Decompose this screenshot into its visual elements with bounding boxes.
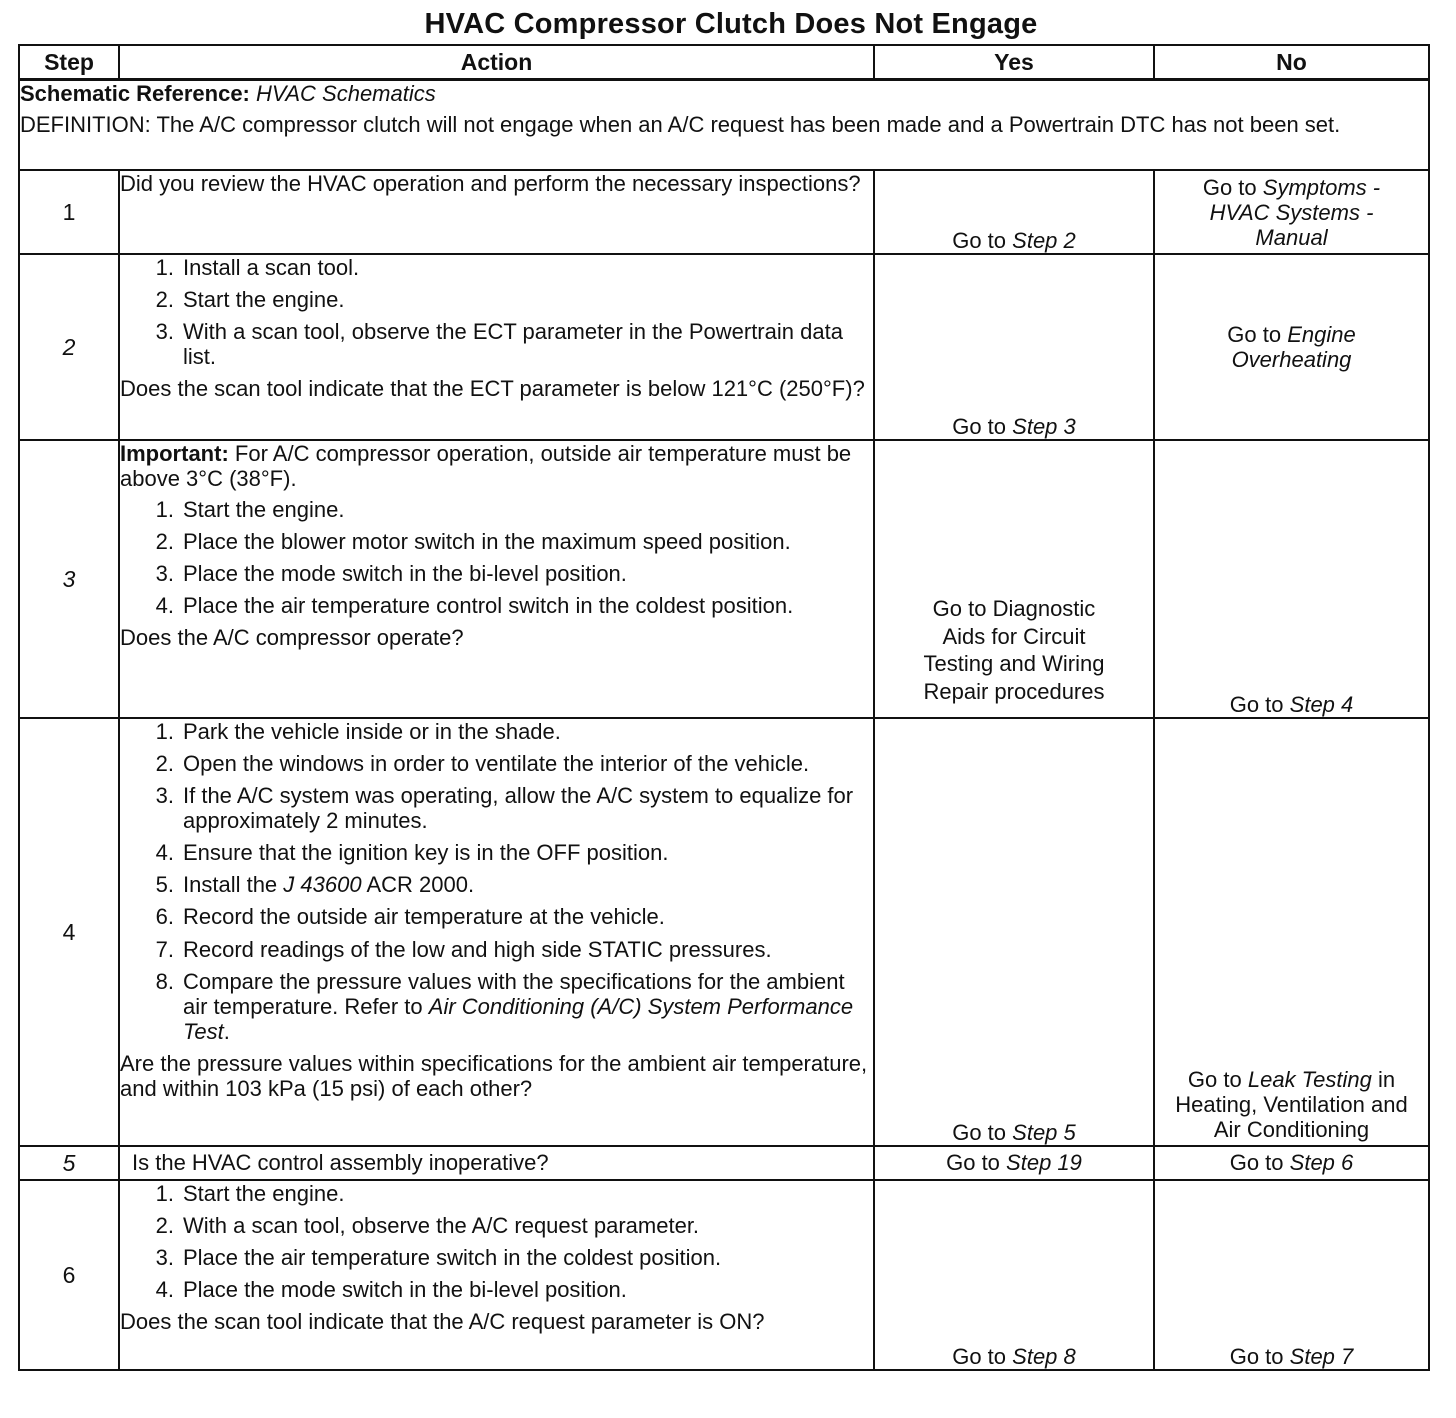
no-link[interactable]: Symptoms - HVAC Systems - Manual [1209, 174, 1381, 250]
list-text: Record readings of the low and high side STATIC pressures. [183, 936, 772, 962]
list-item [120, 561, 873, 586]
action-cell [119, 440, 874, 718]
yes-prefix: Go to [946, 1150, 1000, 1176]
list-item [120, 1213, 873, 1238]
yes-prefix: Go to [952, 1343, 1007, 1369]
no-link[interactable]: Leak Testing [1247, 1066, 1372, 1092]
no-prefix: Go to [1229, 1150, 1284, 1176]
no-suffix: in Heating, Ventilation and Air Conditioning [1175, 1066, 1408, 1142]
table-row [19, 718, 1429, 1146]
question-text: Are the pressure values within specifications for the ambient air temperature, and within 103 kPa (15 psi) of each other? [120, 1050, 868, 1101]
header-action: Action [119, 45, 874, 80]
no-link[interactable]: Step 6 [1289, 1150, 1354, 1176]
list-number: 1. [155, 719, 174, 744]
question-text: Does the scan tool indicate that the A/C request parameter is ON? [120, 1309, 765, 1335]
no-cell [1154, 440, 1429, 718]
yes-cell [874, 440, 1154, 718]
header-yes: Yes [874, 45, 1154, 80]
list-number: 3. [155, 1245, 174, 1271]
no-cell [1154, 1180, 1429, 1370]
list-text: With a scan tool, observe the A/C request parameter. [183, 1213, 700, 1239]
step-number: 2 [19, 254, 119, 440]
table-row [19, 1146, 1429, 1180]
no-prefix: Go to [1229, 1343, 1284, 1369]
important-label: Important: [120, 441, 229, 466]
step-number: 4 [19, 718, 119, 1146]
no-cell [1154, 718, 1429, 1146]
no-cell [1154, 1146, 1429, 1180]
list-number: 1. [155, 1181, 174, 1206]
instruction-list [120, 1181, 873, 1302]
definition-text: DEFINITION: The A/C compressor clutch will not engage when an A/C request has been made and a Powertrain DTC has not been set. [20, 112, 1341, 138]
important-note [120, 441, 873, 491]
no-prefix: Go to [1202, 174, 1257, 200]
schematic-row [19, 80, 1429, 171]
list-text: Start the engine. [183, 287, 345, 313]
list-item [120, 751, 873, 776]
list-number: 3. [155, 783, 174, 809]
list-text: Place the mode switch in the bi-level position. [183, 1277, 627, 1303]
list-text: Place the air temperature switch in the coldest position. [183, 1245, 722, 1271]
list-text: Open the windows in order to ventilate the interior of the vehicle. [183, 751, 810, 777]
yes-link[interactable]: Step 3 [1012, 413, 1076, 439]
no-link[interactable]: Step 4 [1289, 691, 1354, 717]
list-item [120, 840, 873, 865]
list-number: 2. [155, 751, 174, 777]
list-number: 2. [155, 529, 174, 555]
list-number: 3. [155, 319, 174, 345]
list-number: 2. [155, 287, 174, 313]
list-number: 1. [155, 255, 174, 280]
instruction-list [120, 719, 873, 1044]
no-link[interactable]: Engine Overheating [1231, 321, 1356, 372]
header-step: Step [19, 45, 119, 80]
no-cell [1154, 254, 1429, 440]
yes-link[interactable]: Step 2 [1012, 227, 1076, 253]
question-text: Does the scan tool indicate that the ECT parameter is below 121°C (250°F)? [120, 376, 865, 402]
table-row [19, 440, 1429, 718]
yes-cell [874, 254, 1154, 440]
schematic-link[interactable]: HVAC Schematics [256, 81, 436, 106]
list-number: 4. [155, 593, 174, 619]
list-item [120, 783, 873, 833]
yes-cell [874, 170, 1154, 254]
list-text: Install a scan tool. [183, 255, 360, 280]
list-item [120, 287, 873, 312]
list-number: 5. [155, 872, 174, 898]
list-text: Start the engine. [183, 1181, 345, 1206]
list-number: 3. [155, 561, 174, 587]
important-text: For A/C compressor operation, outside air temperature must be above 3°C (38°F). [120, 441, 852, 492]
list-number: 4. [155, 1277, 174, 1303]
diagnostic-table [18, 44, 1430, 1371]
list-item [120, 1277, 873, 1302]
step-number: 1 [19, 170, 119, 254]
list-item [120, 904, 873, 929]
instruction-list [120, 255, 873, 369]
list-text: With a scan tool, observe the ECT parameter in the Powertrain data list. [183, 319, 843, 370]
action-cell [119, 1180, 874, 1370]
list-text: Place the mode switch in the bi-level position. [183, 561, 627, 587]
performance-test-link[interactable]: Air Conditioning (A/C) System Performance Test [183, 993, 854, 1044]
schematic-label: Schematic Reference: [20, 81, 250, 106]
yes-cell [874, 1146, 1154, 1180]
question-text: Did you review the HVAC operation and perform the necessary inspections? [120, 171, 861, 196]
table-row [19, 254, 1429, 440]
yes-link[interactable]: Step 8 [1012, 1343, 1076, 1369]
list-item [120, 1181, 873, 1206]
yes-prefix: Go to [952, 413, 1007, 439]
table-row [19, 170, 1429, 254]
list-number: 8. [155, 968, 174, 994]
action-cell [119, 170, 874, 254]
yes-link[interactable]: Step 19 [1006, 1150, 1082, 1176]
instruction-list [120, 497, 873, 618]
list-item [120, 937, 873, 962]
list-item [120, 497, 873, 522]
tool-link[interactable]: J 43600 [283, 872, 362, 898]
yes-cell [874, 718, 1154, 1146]
no-cell [1154, 170, 1429, 254]
list-text: Record the outside air temperature at the vehicle. [183, 904, 665, 930]
yes-prefix: Go to [952, 1119, 1007, 1145]
list-item [120, 319, 873, 369]
step-number: 3 [19, 440, 119, 718]
yes-text[interactable]: Go to Diagnostic Aids for Circuit Testing and Wiring Repair procedures [923, 596, 1105, 704]
list-text: Place the air temperature control switch in the coldest position. [183, 593, 794, 619]
list-item [120, 1245, 873, 1270]
list-text: Park the vehicle inside or in the shade. [183, 719, 561, 744]
list-text: Ensure that the ignition key is in the OFF position. [183, 840, 669, 866]
step-number: 6 [19, 1180, 119, 1370]
list-item [120, 255, 873, 280]
header-no: No [1154, 45, 1429, 80]
list-text: Place the blower motor switch in the maximum speed position. [183, 529, 791, 555]
table-row [19, 1180, 1429, 1370]
yes-link[interactable]: Step 5 [1012, 1119, 1076, 1145]
list-text: Compare the pressure values with the specifications for the ambient air temperature. Refer to Air Conditioning (A/C) System Performance Test. [183, 968, 854, 1044]
list-item [120, 872, 873, 897]
list-number: 6. [155, 904, 174, 930]
header-row [19, 45, 1429, 80]
page-title: HVAC Compressor Clutch Does Not Engage [424, 8, 1038, 40]
action-cell [119, 718, 874, 1146]
list-number: 1. [155, 497, 174, 523]
question-text: Does the A/C compressor operate? [120, 625, 464, 651]
no-prefix: Go to [1227, 321, 1282, 347]
action-cell [119, 254, 874, 440]
list-item [120, 593, 873, 618]
list-item [120, 719, 873, 744]
list-text: If the A/C system was operating, allow the A/C system to equalize for approximately 2 minutes. [183, 783, 854, 834]
list-number: 7. [155, 936, 174, 962]
no-link[interactable]: Step 7 [1289, 1343, 1354, 1369]
no-prefix: Go to [1229, 691, 1284, 717]
schematic-reference [20, 81, 1428, 106]
no-prefix: Go to [1187, 1066, 1242, 1092]
action-cell [119, 1146, 874, 1180]
list-text: Install the J 43600 ACR 2000. [183, 872, 475, 898]
list-number: 4. [155, 840, 174, 866]
list-number: 2. [155, 1213, 174, 1239]
list-item [120, 529, 873, 554]
yes-prefix: Go to [952, 227, 1007, 253]
question-text: Is the HVAC control assembly inoperative? [132, 1150, 549, 1175]
yes-cell [874, 1180, 1154, 1370]
list-text: Start the engine. [183, 497, 345, 523]
list-item [120, 969, 873, 1044]
step-number: 5 [19, 1146, 119, 1180]
